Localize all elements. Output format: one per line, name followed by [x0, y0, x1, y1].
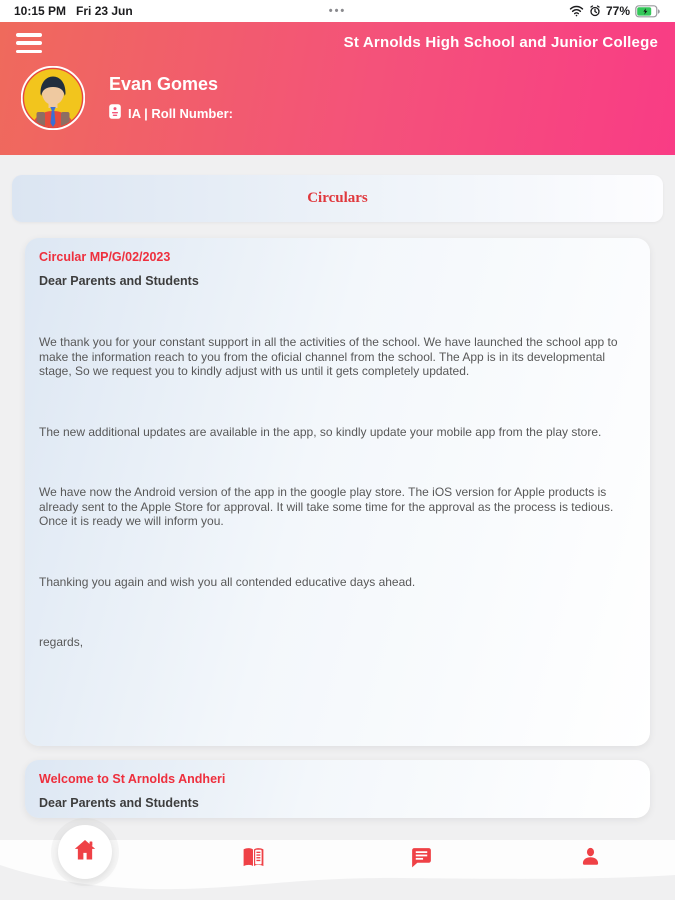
status-time: 10:15 PM: [14, 4, 67, 18]
home-icon: [72, 837, 98, 868]
profile-info: [109, 74, 233, 122]
circular-title: Welcome to St Arnolds Andheri: [39, 772, 226, 786]
person-icon: [578, 858, 603, 873]
circular-paragraph: We have now the Android version of the app in the google play store. The iOS version for Apple products is already sent to the Apple Store for approval. It will take some time for the approval as the process is tedious. Once it is ready we will inform you.: [39, 485, 614, 528]
book-icon: [241, 858, 266, 873]
bottom-nav: [0, 820, 675, 900]
circular-salutation: Dear Parents and Students: [39, 796, 199, 810]
user-name: Evan Gomes: [109, 74, 219, 94]
app-title: St Arnolds High School and Junior College: [343, 34, 658, 51]
circular-salutation: Dear Parents and Students: [39, 274, 199, 288]
avatar[interactable]: [21, 66, 85, 130]
content-area: [0, 175, 675, 818]
circular-paragraph: Thanking you again and wish you all contended educative days ahead.: [39, 574, 416, 589]
status-left: [14, 4, 133, 18]
tab-circulars-label: Circulars: [307, 190, 368, 206]
app-header: [0, 22, 675, 155]
wifi-icon: [569, 5, 584, 17]
nav-item-circulars[interactable]: [241, 845, 266, 873]
user-meta: IA | Roll Number:: [128, 105, 233, 121]
user-meta-row: [109, 104, 233, 122]
nav-item-profile[interactable]: [578, 845, 603, 873]
status-date: Fri 23 Jun: [76, 4, 133, 18]
circular-card[interactable]: [25, 238, 650, 746]
nav-item-messages[interactable]: [409, 845, 434, 873]
multitask-dots-icon: •••: [328, 5, 347, 17]
tab-circulars[interactable]: [12, 175, 663, 222]
circular-card[interactable]: [25, 760, 650, 818]
alarm-icon: [589, 5, 601, 17]
id-card-icon: [109, 104, 121, 122]
nav-item-home[interactable]: [58, 825, 112, 879]
circular-signature: regards,: [39, 635, 84, 649]
battery-percent: 77%: [605, 4, 630, 18]
profile-block: [21, 66, 233, 130]
battery-icon: [635, 5, 661, 18]
status-right: [569, 4, 661, 18]
status-bar: [0, 0, 675, 22]
circular-paragraph: We thank you for your constant support in all the activities of the school. We have launched the school app to make the information reach to you from the oficial channel from the school. The App is in its developmental stage, So we request you to kindly adjust with us until it gets completely updated.: [39, 335, 618, 378]
circular-title: Circular MP/G/02/2023: [39, 250, 171, 264]
circular-paragraph: The new additional updates are available in the app, so kindly update your mobile app from the play store.: [39, 424, 602, 439]
chat-icon: [409, 858, 434, 873]
menu-button[interactable]: [16, 33, 42, 53]
